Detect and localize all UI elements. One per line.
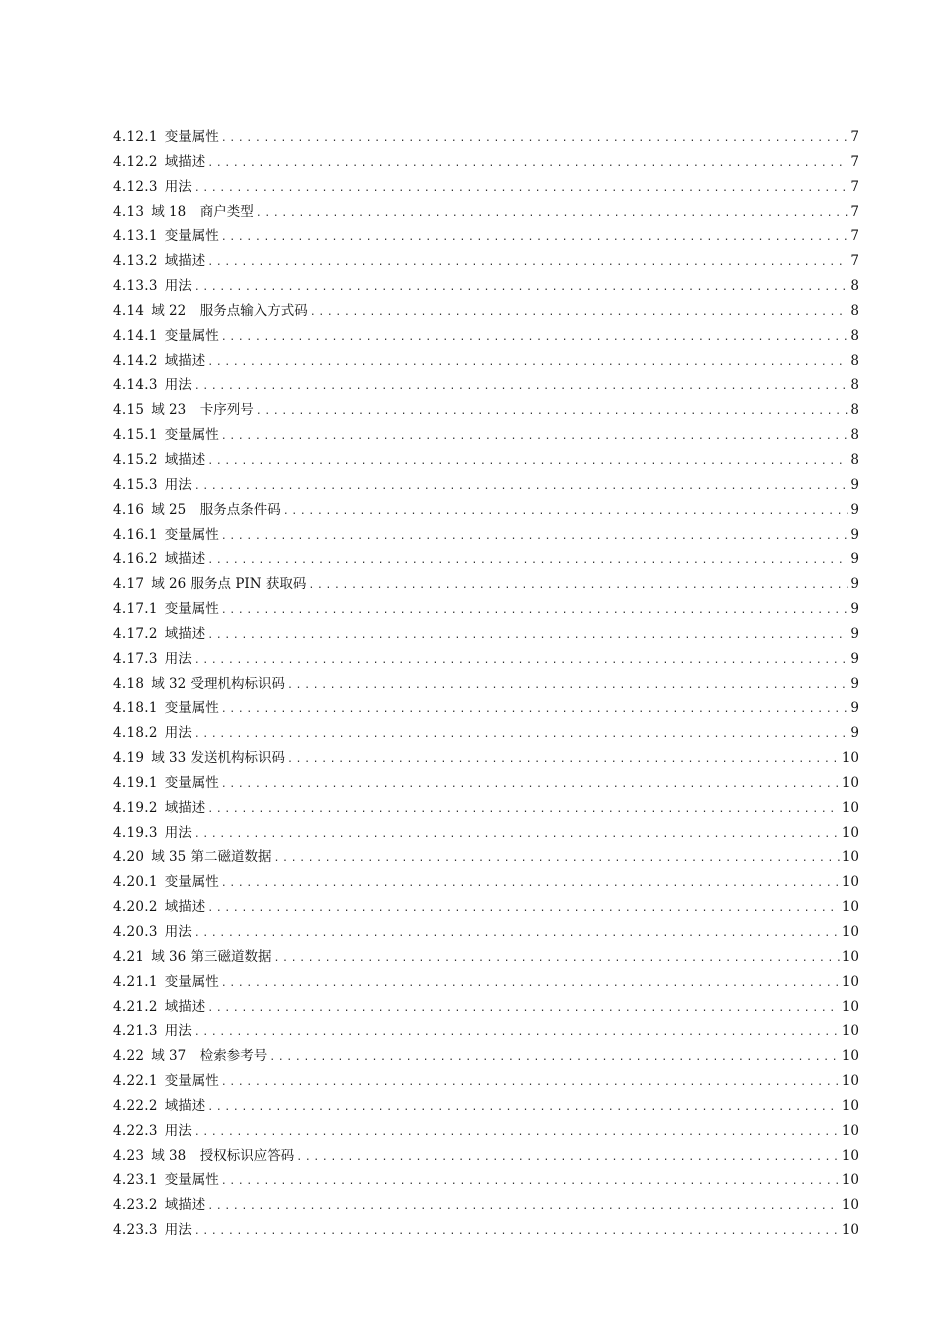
toc-entry-number: 4.22 xyxy=(113,1048,145,1065)
toc-entry-title: 域描述 xyxy=(164,998,206,1015)
toc-entry[interactable] xyxy=(113,1218,859,1243)
toc-entry-page-number: 10 xyxy=(841,1097,859,1114)
toc-dot-leader xyxy=(194,922,840,947)
toc-entry-page-number: 9 xyxy=(850,576,859,593)
toc-entry[interactable] xyxy=(113,970,859,995)
toc-dot-leader xyxy=(221,972,840,997)
toc-entry-title: 变量属性 xyxy=(164,700,219,717)
toc-entry[interactable] xyxy=(113,945,859,970)
toc-dot-leader xyxy=(221,599,849,624)
toc-entry-title: 域 25 服务点条件码 xyxy=(151,501,281,518)
toc-dot-leader xyxy=(221,326,849,351)
toc-dot-leader xyxy=(207,152,848,177)
toc-entry-page-number: 7 xyxy=(850,253,859,270)
toc-entry-title: 用法 xyxy=(164,650,192,667)
toc-entry[interactable] xyxy=(113,721,859,746)
toc-entry-number: 4.17 xyxy=(113,576,145,593)
toc-entry[interactable] xyxy=(113,771,859,796)
toc-entry-page-number: 7 xyxy=(850,178,859,195)
toc-entry-title: 变量属性 xyxy=(164,228,219,245)
toc-entry-title: 域 23 卡序列号 xyxy=(151,402,254,419)
toc-entry-page-number: 10 xyxy=(841,899,859,916)
toc-entry-number: 4.15.3 xyxy=(113,476,158,493)
toc-entry-title: 域 37 检索参考号 xyxy=(151,1048,268,1065)
toc-dot-leader xyxy=(194,276,849,301)
toc-entry[interactable] xyxy=(113,448,859,473)
toc-entry-number: 4.23.3 xyxy=(113,1222,158,1239)
toc-entry-number: 4.22.3 xyxy=(113,1122,158,1139)
toc-entry-number: 4.19.2 xyxy=(113,799,158,816)
toc-entry[interactable] xyxy=(113,1019,859,1044)
toc-entry-title: 域 35 第二磁道数据 xyxy=(151,849,272,866)
toc-entry[interactable] xyxy=(113,696,859,721)
toc-entry-number: 4.18.1 xyxy=(113,700,158,717)
toc-entry-page-number: 8 xyxy=(850,327,859,344)
toc-entry-number: 4.12.1 xyxy=(113,129,158,145)
toc-entry-page-number: 9 xyxy=(850,551,859,568)
toc-entry[interactable] xyxy=(113,324,859,349)
toc-entry-number: 4.15.2 xyxy=(113,451,158,468)
toc-entry-title: 用法 xyxy=(164,725,192,742)
toc-dot-leader xyxy=(207,897,840,922)
toc-dot-leader xyxy=(207,997,840,1022)
toc-entry-page-number: 10 xyxy=(841,1073,859,1090)
toc-entry[interactable] xyxy=(113,349,859,374)
toc-entry-number: 4.20 xyxy=(113,849,145,866)
toc-dot-leader xyxy=(194,475,849,500)
toc-dot-leader xyxy=(296,1146,840,1171)
toc-entry[interactable] xyxy=(113,1193,859,1218)
toc-dot-leader xyxy=(207,798,840,823)
toc-entry-title: 用法 xyxy=(164,377,192,394)
toc-entry-title: 域描述 xyxy=(164,153,206,170)
toc-entry-number: 4.15.1 xyxy=(113,427,158,444)
toc-entry-number: 4.18 xyxy=(113,675,145,692)
toc-entry-number: 4.17.3 xyxy=(113,650,158,667)
toc-entry-title: 域描述 xyxy=(164,352,206,369)
toc-entry-title: 用法 xyxy=(164,476,192,493)
toc-entry-number: 4.20.2 xyxy=(113,899,158,916)
toc-entry-number: 4.22.1 xyxy=(113,1073,158,1090)
toc-entry[interactable] xyxy=(113,1144,859,1169)
toc-entry-title: 变量属性 xyxy=(164,973,219,990)
toc-entry-page-number: 10 xyxy=(841,1122,859,1139)
toc-entry-page-number: 10 xyxy=(841,824,859,841)
toc-entry[interactable] xyxy=(113,373,859,398)
toc-entry-page-number: 7 xyxy=(850,228,859,245)
toc-dot-leader xyxy=(207,351,848,376)
toc-dot-leader xyxy=(221,872,840,897)
toc-entry[interactable] xyxy=(113,175,859,200)
toc-entry-number: 4.21.1 xyxy=(113,973,158,990)
toc-dot-leader xyxy=(194,1021,840,1046)
toc-entry-title: 变量属性 xyxy=(164,601,219,618)
toc-entry-page-number: 8 xyxy=(850,278,859,295)
toc-entry-number: 4.14.3 xyxy=(113,377,158,394)
toc-entry-number: 4.17.1 xyxy=(113,601,158,618)
toc-entry-number: 4.19.1 xyxy=(113,774,158,791)
toc-entry-number: 4.17.2 xyxy=(113,625,158,642)
toc-entry[interactable] xyxy=(113,498,859,523)
toc-entry[interactable] xyxy=(113,473,859,498)
toc-dot-leader xyxy=(283,500,849,525)
toc-entry-page-number: 7 xyxy=(850,129,859,145)
toc-entry-page-number: 8 xyxy=(850,427,859,444)
toc-entry-title: 用法 xyxy=(164,1023,192,1040)
toc-entry-title: 域描述 xyxy=(164,899,206,916)
toc-entry-number: 4.19 xyxy=(113,750,145,767)
toc-entry[interactable] xyxy=(113,299,859,324)
toc-entry-title: 变量属性 xyxy=(164,427,219,444)
toc-dot-leader xyxy=(207,624,848,649)
table-of-contents xyxy=(113,125,859,1243)
toc-entry-number: 4.14 xyxy=(113,302,145,319)
toc-dot-leader xyxy=(221,127,849,152)
toc-entry-page-number: 8 xyxy=(850,377,859,394)
toc-entry-title: 域描述 xyxy=(164,451,206,468)
toc-entry-number: 4.23 xyxy=(113,1147,145,1164)
toc-dot-leader xyxy=(221,525,849,550)
toc-dot-leader xyxy=(207,549,848,574)
toc-entry-title: 用法 xyxy=(164,924,192,940)
toc-dot-leader xyxy=(194,177,849,202)
toc-entry-page-number: 8 xyxy=(850,352,859,369)
toc-entry-number: 4.16 xyxy=(113,501,145,518)
toc-entry-page-number: 8 xyxy=(850,302,859,319)
toc-dot-leader xyxy=(221,698,849,723)
toc-entry-number: 4.21.2 xyxy=(113,998,158,1015)
toc-entry-page-number: 10 xyxy=(841,948,859,965)
toc-entry-page-number: 9 xyxy=(850,675,859,692)
toc-entry-page-number: 9 xyxy=(850,601,859,618)
toc-entry-number: 4.22.2 xyxy=(113,1097,158,1114)
toc-entry-page-number: 9 xyxy=(850,625,859,642)
toc-entry[interactable] xyxy=(113,224,859,249)
toc-entry-page-number: 9 xyxy=(850,526,859,543)
toc-entry[interactable] xyxy=(113,746,859,771)
toc-dot-leader xyxy=(256,202,849,227)
toc-dot-leader xyxy=(310,301,849,326)
toc-dot-leader xyxy=(207,450,848,475)
toc-entry-page-number: 8 xyxy=(850,451,859,468)
toc-entry-page-number: 10 xyxy=(841,874,859,891)
toc-entry-number: 4.13.1 xyxy=(113,228,158,245)
toc-entry[interactable] xyxy=(113,547,859,572)
toc-entry-title: 域 32 受理机构标识码 xyxy=(151,675,286,692)
toc-entry-title: 用法 xyxy=(164,824,192,841)
toc-entry-title: 域 38 授权标识应答码 xyxy=(151,1147,295,1164)
toc-entry-number: 4.12.3 xyxy=(113,178,158,195)
toc-entry[interactable] xyxy=(113,622,859,647)
toc-entry[interactable] xyxy=(113,572,859,597)
toc-entry-page-number: 9 xyxy=(850,476,859,493)
toc-entry-number: 4.19.3 xyxy=(113,824,158,841)
toc-entry-number: 4.21 xyxy=(113,948,145,965)
toc-entry[interactable] xyxy=(113,1069,859,1094)
toc-entry-title: 变量属性 xyxy=(164,526,219,543)
toc-entry-page-number: 10 xyxy=(841,998,859,1015)
toc-entry-title: 域 36 第三磁道数据 xyxy=(151,948,272,965)
toc-entry-number: 4.23.2 xyxy=(113,1197,158,1214)
toc-entry-number: 4.13.2 xyxy=(113,253,158,270)
toc-entry-title: 域描述 xyxy=(164,1197,206,1214)
toc-entry[interactable] xyxy=(113,274,859,299)
toc-dot-leader xyxy=(207,1195,840,1220)
toc-entry-page-number: 10 xyxy=(841,973,859,990)
toc-entry-number: 4.16.1 xyxy=(113,526,158,543)
toc-entry-number: 4.13 xyxy=(113,203,145,220)
toc-dot-leader xyxy=(287,674,848,699)
toc-entry[interactable] xyxy=(113,1119,859,1144)
toc-entry[interactable] xyxy=(113,1168,859,1193)
toc-entry-title: 域描述 xyxy=(164,799,206,816)
toc-dot-leader xyxy=(194,375,849,400)
toc-dot-leader xyxy=(274,947,840,972)
toc-entry-title: 域 18 商户类型 xyxy=(151,203,254,220)
toc-entry-number: 4.20.3 xyxy=(113,924,158,940)
toc-entry-page-number: 10 xyxy=(841,799,859,816)
toc-dot-leader xyxy=(269,1046,840,1071)
toc-entry[interactable] xyxy=(113,870,859,895)
toc-entry[interactable] xyxy=(113,796,859,821)
toc-entry-page-number: 9 xyxy=(850,725,859,742)
toc-entry-number: 4.14.2 xyxy=(113,352,158,369)
toc-dot-leader xyxy=(274,847,840,872)
toc-entry-title: 域描述 xyxy=(164,625,206,642)
toc-entry-number: 4.15 xyxy=(113,402,145,419)
toc-dot-leader xyxy=(207,1096,840,1121)
toc-entry[interactable] xyxy=(113,845,859,870)
toc-entry[interactable] xyxy=(113,1094,859,1119)
toc-dot-leader xyxy=(194,1220,840,1245)
toc-dot-leader xyxy=(207,251,848,276)
toc-entry-number: 4.12.2 xyxy=(113,153,158,170)
toc-entry-title: 域 26 服务点 PIN 获取码 xyxy=(151,576,307,593)
toc-entry[interactable] xyxy=(113,895,859,920)
toc-entry-title: 变量属性 xyxy=(164,1172,219,1189)
toc-entry-page-number: 10 xyxy=(841,750,859,767)
toc-entry[interactable] xyxy=(113,200,859,225)
toc-dot-leader xyxy=(194,1121,840,1146)
toc-entry-number: 4.20.1 xyxy=(113,874,158,891)
toc-entry-number: 4.23.1 xyxy=(113,1172,158,1189)
toc-entry[interactable] xyxy=(113,1044,859,1069)
toc-entry-page-number: 10 xyxy=(841,1147,859,1164)
toc-entry-page-number: 9 xyxy=(850,501,859,518)
toc-entry[interactable] xyxy=(113,423,859,448)
toc-entry-number: 4.14.1 xyxy=(113,327,158,344)
toc-entry-page-number: 10 xyxy=(841,1172,859,1189)
toc-entry-title: 变量属性 xyxy=(164,874,219,891)
toc-entry-number: 4.18.2 xyxy=(113,725,158,742)
toc-entry-page-number: 9 xyxy=(850,650,859,667)
toc-entry-title: 用法 xyxy=(164,1222,192,1239)
toc-entry-page-number: 10 xyxy=(841,1197,859,1214)
toc-entry[interactable] xyxy=(113,821,859,846)
toc-entry[interactable] xyxy=(113,597,859,622)
toc-dot-leader xyxy=(194,823,840,848)
toc-entry[interactable] xyxy=(113,647,859,672)
toc-entry-title: 域 33 发送机构标识码 xyxy=(151,750,286,767)
toc-entry[interactable] xyxy=(113,995,859,1020)
toc-entry[interactable] xyxy=(113,249,859,274)
toc-entry-page-number: 9 xyxy=(850,700,859,717)
toc-entry[interactable] xyxy=(113,523,859,548)
toc-dot-leader xyxy=(221,1071,840,1096)
toc-entry-page-number: 10 xyxy=(841,1023,859,1040)
toc-entry-page-number: 7 xyxy=(850,153,859,170)
toc-entry-page-number: 10 xyxy=(841,1222,859,1239)
toc-entry-title: 变量属性 xyxy=(164,774,219,791)
toc-entry-title: 域 22 服务点输入方式码 xyxy=(151,302,308,319)
toc-dot-leader xyxy=(308,574,848,599)
toc-entry[interactable] xyxy=(113,125,859,150)
toc-entry-title: 域描述 xyxy=(164,253,206,270)
toc-entry-number: 4.16.2 xyxy=(113,551,158,568)
toc-entry-page-number: 7 xyxy=(850,203,859,220)
toc-entry-title: 变量属性 xyxy=(164,1073,219,1090)
toc-dot-leader xyxy=(287,748,840,773)
toc-entry-page-number: 10 xyxy=(841,849,859,866)
toc-entry-number: 4.13.3 xyxy=(113,278,158,295)
toc-entry-title: 域描述 xyxy=(164,551,206,568)
toc-entry-title: 用法 xyxy=(164,178,192,195)
toc-dot-leader xyxy=(221,773,840,798)
toc-entry[interactable] xyxy=(113,920,859,945)
toc-entry[interactable] xyxy=(113,150,859,175)
toc-entry-title: 用法 xyxy=(164,278,192,295)
toc-entry[interactable] xyxy=(113,672,859,697)
toc-entry-number: 4.21.3 xyxy=(113,1023,158,1040)
toc-dot-leader xyxy=(221,1170,840,1195)
toc-dot-leader xyxy=(194,649,849,674)
toc-entry-title: 变量属性 xyxy=(164,327,219,344)
toc-dot-leader xyxy=(256,400,849,425)
toc-dot-leader xyxy=(194,723,849,748)
toc-entry-page-number: 8 xyxy=(850,402,859,419)
toc-entry-page-number: 10 xyxy=(841,924,859,940)
toc-dot-leader xyxy=(221,226,849,251)
toc-entry-page-number: 10 xyxy=(841,774,859,791)
toc-entry-title: 变量属性 xyxy=(164,129,219,145)
toc-entry-title: 用法 xyxy=(164,1122,192,1139)
toc-entry-title: 域描述 xyxy=(164,1097,206,1114)
toc-entry-page-number: 10 xyxy=(841,1048,859,1065)
toc-dot-leader xyxy=(221,425,849,450)
toc-entry[interactable] xyxy=(113,398,859,423)
